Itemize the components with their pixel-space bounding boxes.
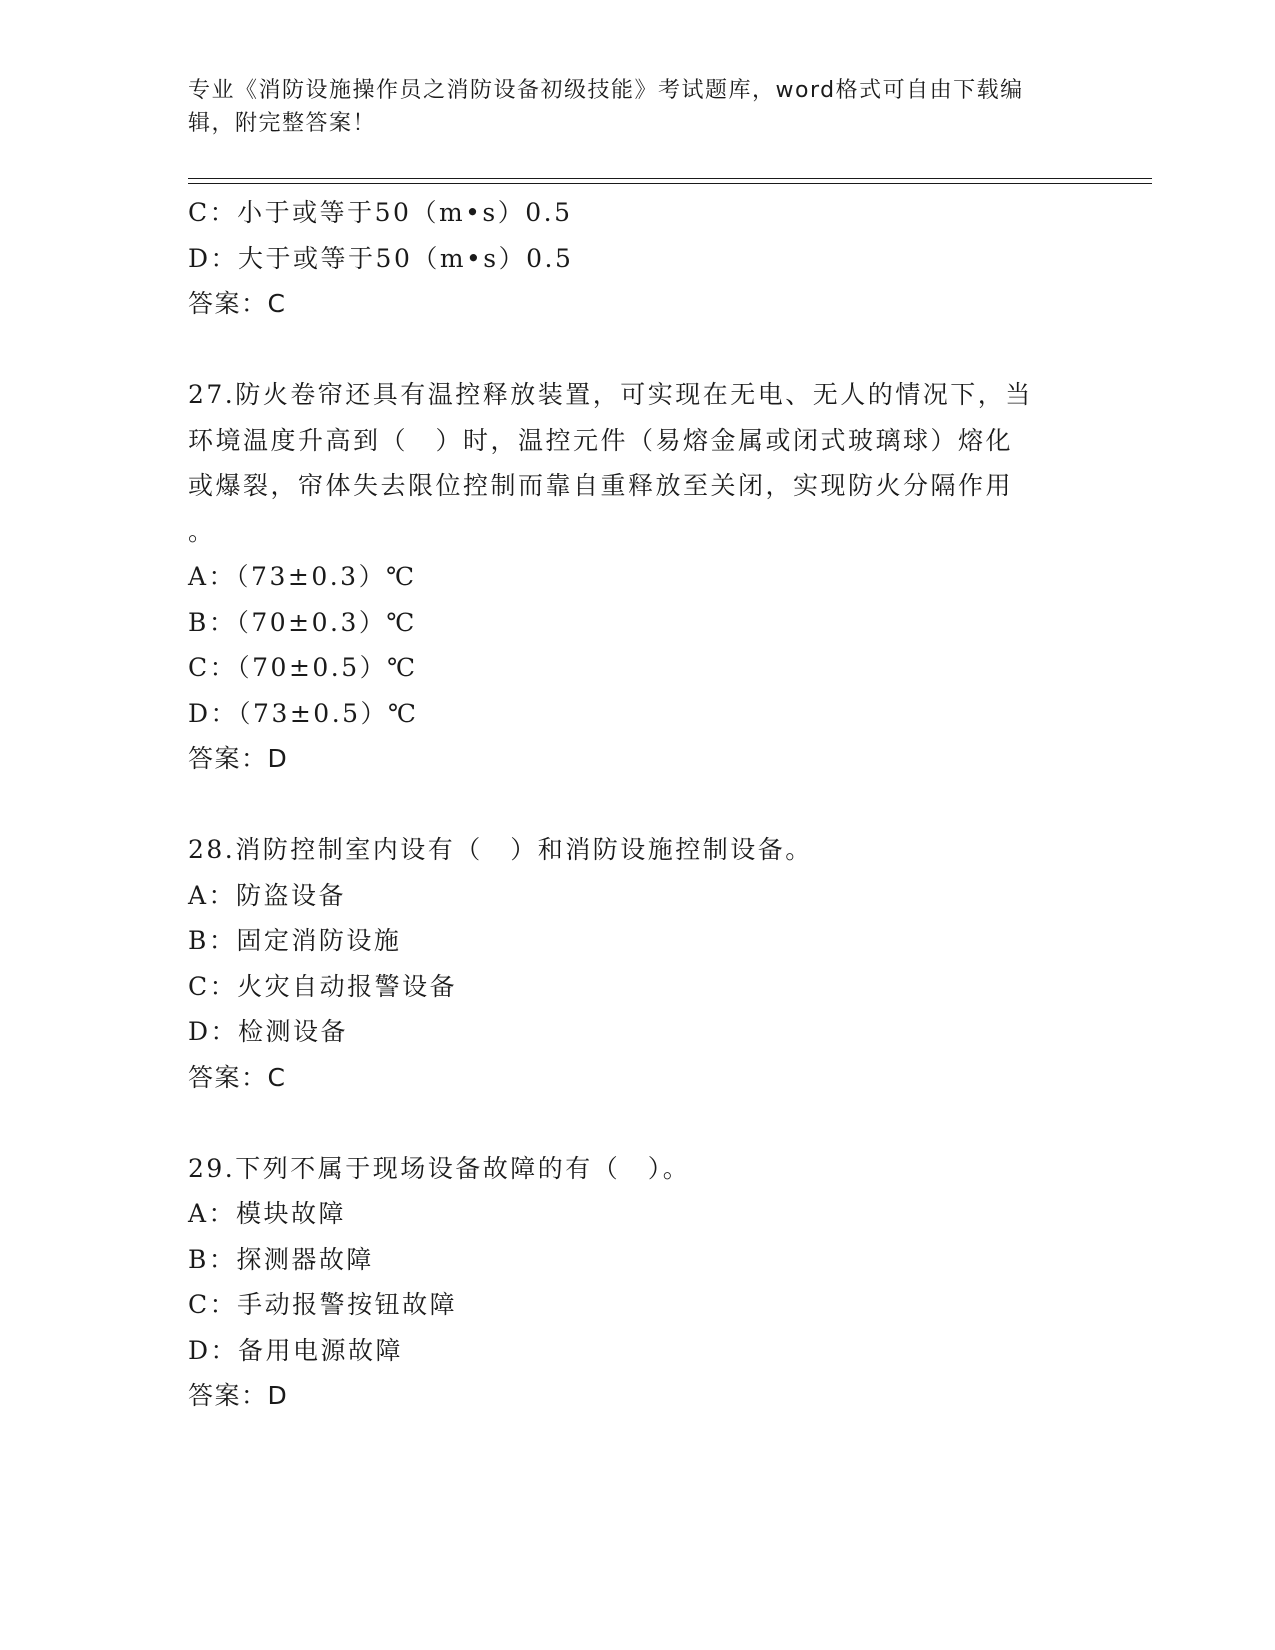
option-a: A：防盗设备 — [188, 880, 347, 910]
question-28 — [188, 827, 1088, 1100]
question-27 — [188, 372, 1088, 782]
question-stem-line: 环境温度升高到（ ）时，温控元件（易熔金属或闭式玻璃球）熔化 — [188, 425, 1014, 455]
document-header: 专业《消防设施操作员之消防设备初级技能》考试题库，word格式可自由下载编辑，附完整答案！ — [188, 78, 1024, 136]
option-d: D：（73±0.5）℃ — [188, 698, 419, 728]
question-stem-line: 。 — [188, 516, 216, 546]
option-c: C：火灾自动报警设备 — [188, 971, 458, 1001]
question-29 — [188, 1146, 1088, 1419]
answer-line: 答案：D — [188, 744, 289, 773]
header-rule-bottom — [188, 183, 1152, 184]
option-b: B：（70±0.3）℃ — [188, 607, 417, 637]
option-b: B：探测器故障 — [188, 1244, 374, 1274]
option-a: A：（73±0.3）℃ — [188, 562, 417, 591]
question-stem-line: 或爆裂，帘体失去限位控制而靠自重释放至关闭，实现防火分隔作用 — [188, 471, 1014, 500]
option-c: C：手动报警按钮故障 — [188, 1290, 458, 1319]
option-c: C：（70±0.5）℃ — [188, 653, 418, 682]
option-d: D：大于或等于50（m•s）0.5 — [188, 243, 574, 273]
option-d: D：检测设备 — [188, 1017, 349, 1046]
header-rule-top — [188, 178, 1152, 179]
answer-line: 答案：C — [188, 289, 287, 318]
option-c: C：小于或等于50（m•s）0.5 — [188, 198, 573, 227]
question-stem-line: 28.消防控制室内设有（ ）和消防设施控制设备。 — [188, 835, 813, 864]
answer-line: 答案：C — [188, 1062, 287, 1092]
question-fragment — [188, 190, 1088, 327]
answer-line: 答案：D — [188, 1381, 289, 1410]
option-d: D：备用电源故障 — [188, 1335, 404, 1365]
question-stem-line: 29.下列不属于现场设备故障的有（ ）。 — [188, 1153, 691, 1183]
question-stem-line: 27.防火卷帘还具有温控释放装置，可实现在无电、无人的情况下，当 — [188, 380, 1033, 409]
document-body — [188, 190, 1088, 1464]
option-b: B：固定消防设施 — [188, 926, 402, 955]
option-a: A：模块故障 — [188, 1199, 347, 1228]
